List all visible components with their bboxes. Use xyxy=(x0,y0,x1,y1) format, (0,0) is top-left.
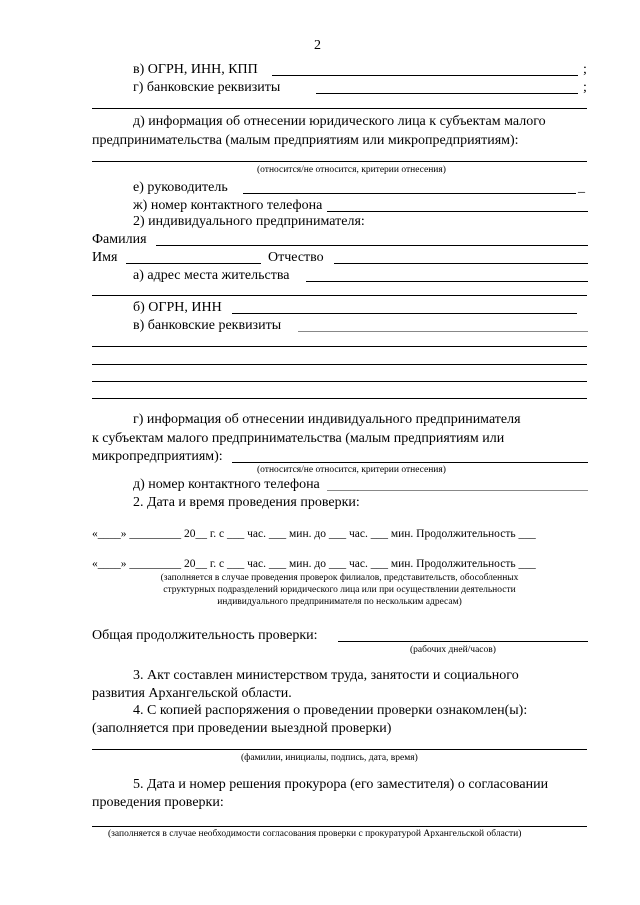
ip-bank-label: в) банковские реквизиты xyxy=(133,318,282,333)
patronymic-field[interactable] xyxy=(334,263,588,264)
surname-field[interactable] xyxy=(156,245,588,246)
page-number: 2 xyxy=(314,38,321,53)
head-field[interactable] xyxy=(243,193,576,194)
section3-line-2: развития Архангельской области. xyxy=(92,686,292,701)
bank-field-line-2[interactable] xyxy=(92,108,587,109)
total-duration-field[interactable] xyxy=(338,641,588,642)
ip-bank-line-4[interactable] xyxy=(92,381,587,382)
ogrn-field[interactable] xyxy=(272,75,578,76)
smb-info-line-2: предпринимательства (малым предприятиям или микропредприятиям): xyxy=(92,133,519,148)
ip-ogrn-field[interactable] xyxy=(232,313,577,314)
individual-heading: 2) индивидуального предпринимателя: xyxy=(133,214,365,229)
address-label: а) адрес места жительства xyxy=(133,268,290,283)
head-label: е) руководитель xyxy=(133,180,228,195)
ip-smb-line-3: микропредприятиям): xyxy=(92,449,223,464)
section4-line-2: (заполняется при проведении выездной проверки) xyxy=(92,721,392,736)
dates-row-1[interactable]: «____» _________ 20__ г. с ___ час. ___ мин. до ___ час. ___ мин. Продолжительность ___ xyxy=(92,528,536,540)
dates-note-2: структурных подразделений юридического лица или при осуществлении деятельности xyxy=(163,585,516,595)
head-end: _ xyxy=(578,180,585,195)
ip-smb-field[interactable] xyxy=(232,462,588,463)
section5-line-1: 5. Дата и номер решения прокурора (его заместителя) о согласовании xyxy=(133,777,549,792)
section5-hint: (заполняется в случае необходимости согласования проверки с прокуратурой Архангельской области) xyxy=(108,829,522,839)
smb-info-hint: (относится/не относится, критерии отнесения) xyxy=(257,165,446,175)
ip-bank-line-2[interactable] xyxy=(92,346,587,347)
bank-field[interactable] xyxy=(316,93,578,94)
phone-field[interactable] xyxy=(327,211,588,212)
ip-ogrn-label: б) ОГРН, ИНН xyxy=(133,300,222,315)
ogrn-end: ; xyxy=(583,62,587,77)
surname-label: Фамилия xyxy=(92,232,147,247)
bank-label: г) банковские реквизиты xyxy=(133,80,281,95)
section3-line-1: 3. Акт составлен министерством труда, занятости и социального xyxy=(133,668,519,683)
ip-bank-line-5[interactable] xyxy=(92,398,587,399)
ip-smb-line-2: к субъектам малого предпринимательства (малым предприятиям или xyxy=(92,431,505,446)
bank-end: ; xyxy=(583,80,587,95)
section5-field[interactable] xyxy=(92,826,587,827)
address-field[interactable] xyxy=(306,281,588,282)
section4-hint: (фамилии, инициалы, подпись, дата, время) xyxy=(241,753,418,763)
total-duration-hint: (рабочих дней/часов) xyxy=(410,645,496,655)
phone-label: ж) номер контактного телефона xyxy=(133,198,323,213)
dates-note-1: (заполняется в случае проведения проверок филиалов, представительств, обособленных xyxy=(160,573,519,583)
ip-bank-field[interactable] xyxy=(298,331,588,332)
ogrn-label: в) ОГРН, ИНН, КПП xyxy=(133,62,258,77)
smb-info-line-1: д) информация об отнесении юридического лица к субъектам малого xyxy=(133,114,546,129)
patronymic-label: Отчество xyxy=(268,250,324,265)
ip-phone-label: д) номер контактного телефона xyxy=(133,477,320,492)
ip-smb-hint: (относится/не относится, критерии отнесения) xyxy=(257,465,446,475)
dates-row-2[interactable]: «____» _________ 20__ г. с ___ час. ___ мин. до ___ час. ___ мин. Продолжительность ___ xyxy=(92,558,536,570)
smb-info-field[interactable] xyxy=(92,161,587,162)
section5-line-2: проведения проверки: xyxy=(92,795,224,810)
ip-smb-line-1: г) информация об отнесении индивидуального предпринимателя xyxy=(133,412,521,427)
address-field-line-2[interactable] xyxy=(92,295,587,296)
dates-note-3: индивидуального предпринимателя по нескольким адресам) xyxy=(217,597,462,607)
section4-line-1: 4. С копией распоряжения о проведении проверки ознакомлен(ы): xyxy=(133,703,528,718)
name-field[interactable] xyxy=(126,263,261,264)
section4-field[interactable] xyxy=(92,749,587,750)
ip-phone-field[interactable] xyxy=(327,490,588,491)
total-duration-label: Общая продолжительность проверки: xyxy=(92,628,318,643)
dates-heading: 2. Дата и время проведения проверки: xyxy=(133,495,360,510)
ip-bank-line-3[interactable] xyxy=(92,364,587,365)
name-label: Имя xyxy=(92,250,118,265)
